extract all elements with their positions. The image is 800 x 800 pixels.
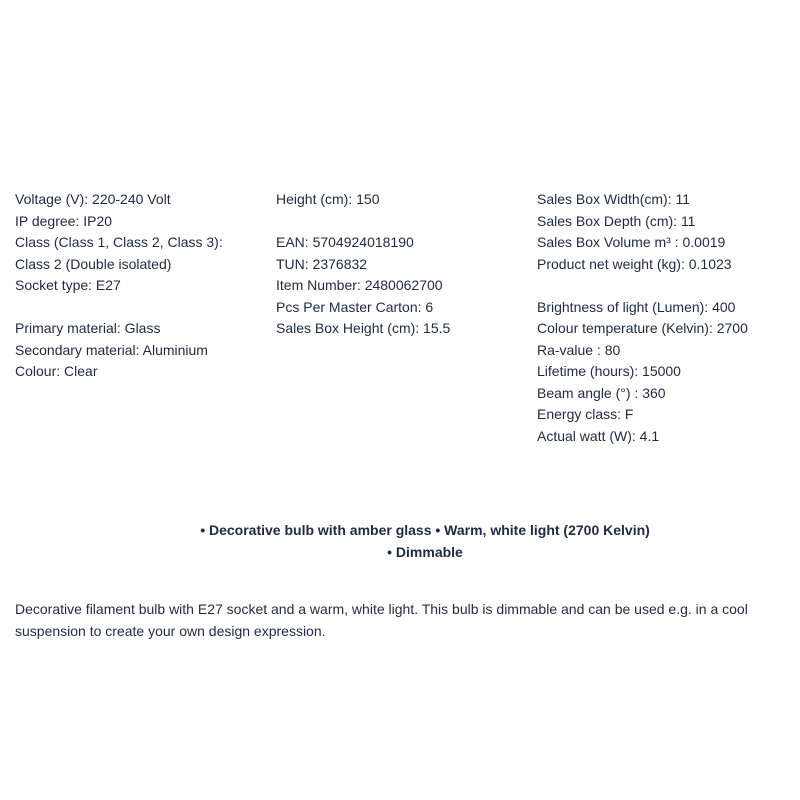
spec-lifetime: Lifetime (hours): 15000 bbox=[537, 363, 681, 379]
spec-sales-box-height: Sales Box Height (cm): 15.5 bbox=[276, 320, 451, 336]
spec-primary-material: Primary material: Glass bbox=[15, 320, 161, 336]
spec-colour-temperature: Colour temperature (Kelvin): 2700 bbox=[537, 320, 748, 336]
product-highlights bbox=[0, 519, 800, 563]
spec-beam-angle: Beam angle (°) : 360 bbox=[537, 384, 666, 401]
spec-ra-value: Ra-value : 80 bbox=[537, 341, 621, 358]
spec-spacer bbox=[537, 275, 748, 297]
spec-spacer bbox=[276, 211, 450, 233]
spec-sales-box-depth: Sales Box Depth (cm): 11 bbox=[537, 212, 696, 229]
highlights-line-1: • Decorative bulb with amber glass • Warm, white light (2700 Kelvin) bbox=[200, 522, 650, 538]
spec-actual-watt: Actual watt (W): 4.1 bbox=[537, 427, 660, 444]
product-description: Decorative filament bulb with E27 socket and a warm, white light. This bulb is dimmable and can be used e.g. in a cool suspension to create your own design expression. bbox=[15, 601, 748, 639]
spec-net-weight: Product net weight (kg): 0.1023 bbox=[537, 255, 732, 272]
spec-pcs-per-carton: Pcs Per Master Carton: 6 bbox=[276, 298, 434, 315]
spec-colour: Colour: Clear bbox=[15, 363, 98, 379]
spec-voltage: Voltage (V): 220-240 Volt bbox=[15, 191, 171, 207]
spec-brightness: Brightness of light (Lumen): 400 bbox=[537, 298, 736, 315]
spec-spacer bbox=[15, 297, 223, 319]
spec-column-2 bbox=[276, 189, 450, 340]
spec-column-3 bbox=[537, 189, 748, 447]
spec-secondary-material: Secondary material: Aluminium bbox=[15, 341, 208, 358]
spec-item-number: Item Number: 2480062700 bbox=[276, 277, 443, 293]
spec-sales-box-width: Sales Box Width(cm): 11 bbox=[537, 191, 691, 207]
spec-height: Height (cm): 150 bbox=[276, 191, 380, 207]
spec-class-value: Class 2 (Double isolated) bbox=[15, 255, 172, 272]
spec-energy-class: Energy class: F bbox=[537, 406, 634, 422]
spec-ean: EAN: 5704924018190 bbox=[276, 234, 414, 250]
spec-tun: TUN: 2376832 bbox=[276, 255, 368, 272]
spec-socket-type: Socket type: E27 bbox=[15, 277, 121, 293]
spec-column-1 bbox=[15, 189, 223, 383]
highlights-line-2: • Dimmable bbox=[387, 544, 463, 560]
spec-sales-box-volume: Sales Box Volume m³ : 0.0019 bbox=[537, 234, 726, 250]
spec-ip-degree: IP degree: IP20 bbox=[15, 212, 113, 229]
spec-class-label: Class (Class 1, Class 2, Class 3): bbox=[15, 234, 223, 250]
